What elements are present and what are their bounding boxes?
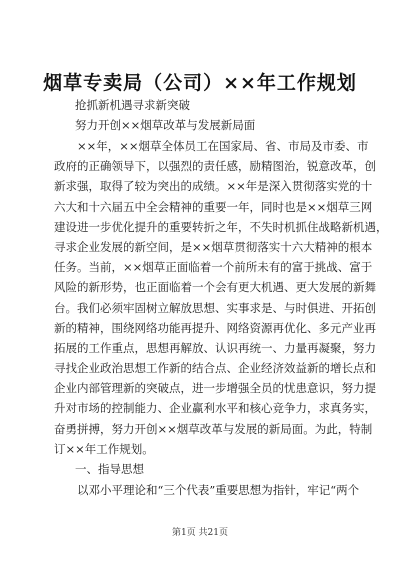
section-heading-guiding-ideology: 一、指导思想 [75, 462, 144, 476]
body-line: 拓展的工作重点，思想再解放、认识再统一、力量再凝聚，努力 [54, 340, 376, 355]
body-line: 任务。当前，××烟草正面临着一个前所未有的富于挑战、富于 [54, 260, 373, 275]
body-paragraph [54, 136, 388, 459]
body-line: 新求强，取得了较为突出的成绩。××年是深入贯彻落实党的十 [54, 179, 373, 194]
subtitle-1: 抢抓新机遇寻求新突破 [75, 98, 190, 112]
section-body-line: 以邓小平理论和“三个代表”重要思想为指针，牢记“两个 [77, 483, 360, 497]
body-line: 风险的新形势，也正面临着一个会有更大机遇、更大发展的新舞 [54, 280, 376, 295]
document-title: 烟草专卖局（公司）××年工作规划 [43, 72, 357, 94]
body-line: 升对市场的控制能力、企业赢利水平和核心竞争力，求真务实， [54, 401, 376, 416]
body-line: 建设进一步优化提升的重要转折之年，不失时机抓住战略新机遇， [54, 219, 388, 234]
body-line: 寻求企业发展的新空间，是××烟草贯彻落实十六大精神的根本 [54, 239, 373, 254]
body-line: 台。我们必须牢固树立解放思想、实事求是、与时俱进、开拓创 [54, 300, 376, 315]
body-line: 寻找企业政治思想工作新的结合点、企业经济效益新的增长点和 [54, 361, 376, 376]
body-line: 订××年工作规划。 [54, 441, 154, 456]
body-line: 政府的正确领导下，以强烈的责任感，励精图治，锐意改革，创 [54, 159, 376, 174]
body-line: 企业内部管理新的突破点，进一步增强全员的忧患意识，努力提 [54, 381, 376, 396]
body-line: 新的精神，围绕网络功能再提升、网络资源再优化、多元产业再 [54, 320, 376, 335]
page-number-footer: 第1页 共21页 [171, 528, 229, 538]
subtitle-2: 努力开创××烟草改革与发展新局面 [75, 118, 256, 132]
body-line: ××年，××烟草全体员工在国家局、省、市局及市委、市 [77, 139, 369, 153]
body-line: 六大和十六届五中全会精神的重要一年，同时也是××烟草三网 [54, 199, 373, 214]
body-line: 奋勇拼搏，努力开创××烟草改革与发展的新局面。为此，特制 [54, 421, 373, 436]
